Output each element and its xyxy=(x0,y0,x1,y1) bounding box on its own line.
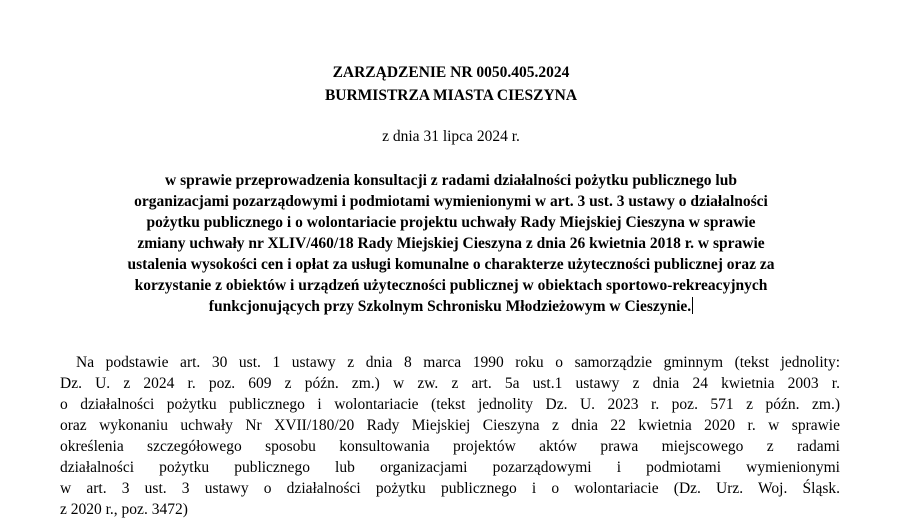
subject-last-line-wrapper[interactable] xyxy=(0,297,902,317)
subject-line: pożytku publicznego i o wolontariacie projektu uchwały Rady Miejskiej Cieszyna w sprawie xyxy=(146,214,756,231)
body-line: o działalności pożytku publicznego i wolontariacie (tekst jednolity Dz. U. 2023 r. poz. 571 z późn. zm.) xyxy=(60,396,840,413)
body-line: określenia szczegółowego sposobu konsultowania projektów aktów prawa miejscowego z radami xyxy=(60,438,840,455)
body-line: działalności pożytku publicznego lub organizacjami pozarządowymi i podmiotami wymienionymi xyxy=(60,459,840,476)
subject-line: funkcjonujących przy Szkolnym Schronisku Młodzieżowym w Cieszynie. xyxy=(208,298,692,315)
subject-line: w sprawie przeprowadzenia konsultacji z radami działalności pożytku publicznego lub xyxy=(165,172,737,189)
subject-line: ustalenia wysokości cen i opłat za usługi komunalne o charakterze użyteczności publicznej oraz za xyxy=(127,256,775,273)
subject-line: organizacjami pozarządowymi i podmiotami wymienionymi w art. 3 ust. 3 ustawy o działalności xyxy=(134,193,768,210)
document-issuer: BURMISTRZA MIASTA CIESZYNA xyxy=(324,87,578,104)
subject-line: korzystanie z obiektów i urządzeń użyteczności publicznej w obiektach sportowo-rekreacyjnych xyxy=(134,277,768,294)
body-line: z 2020 r., poz. 3472) xyxy=(60,501,188,518)
text-cursor xyxy=(692,297,693,314)
body-line: Dz. U. z 2024 r. poz. 609 z późn. zm.) w zw. z art. 5a ust.1 ustawy z dnia 24 kwietnia 2003 r. xyxy=(60,375,840,392)
subject-line: zmiany uchwały nr XLIV/460/18 Rady Miejskiej Cieszyna z dnia 26 kwietnia 2018 r. w sprawie xyxy=(137,235,765,252)
body-line: oraz wykonaniu uchwały Nr XVII/180/20 Rady Miejskiej Cieszyna z dnia 22 kwietnia 2020 r. w sprawie xyxy=(60,417,840,434)
body-line: Na podstawie art. 30 ust. 1 ustawy z dnia 8 marca 1990 roku o samorządzie gminnym (tekst jednolity: xyxy=(76,354,840,371)
body-line: w art. 3 ust. 3 ustawy o działalności pożytku publicznego i o wolontariacie (Dz. Urz. Woj. Śląsk. xyxy=(60,480,840,497)
document-date: z dnia 31 lipca 2024 r. xyxy=(382,128,520,145)
document-title: ZARZĄDZENIE NR 0050.405.2024 xyxy=(332,64,570,81)
